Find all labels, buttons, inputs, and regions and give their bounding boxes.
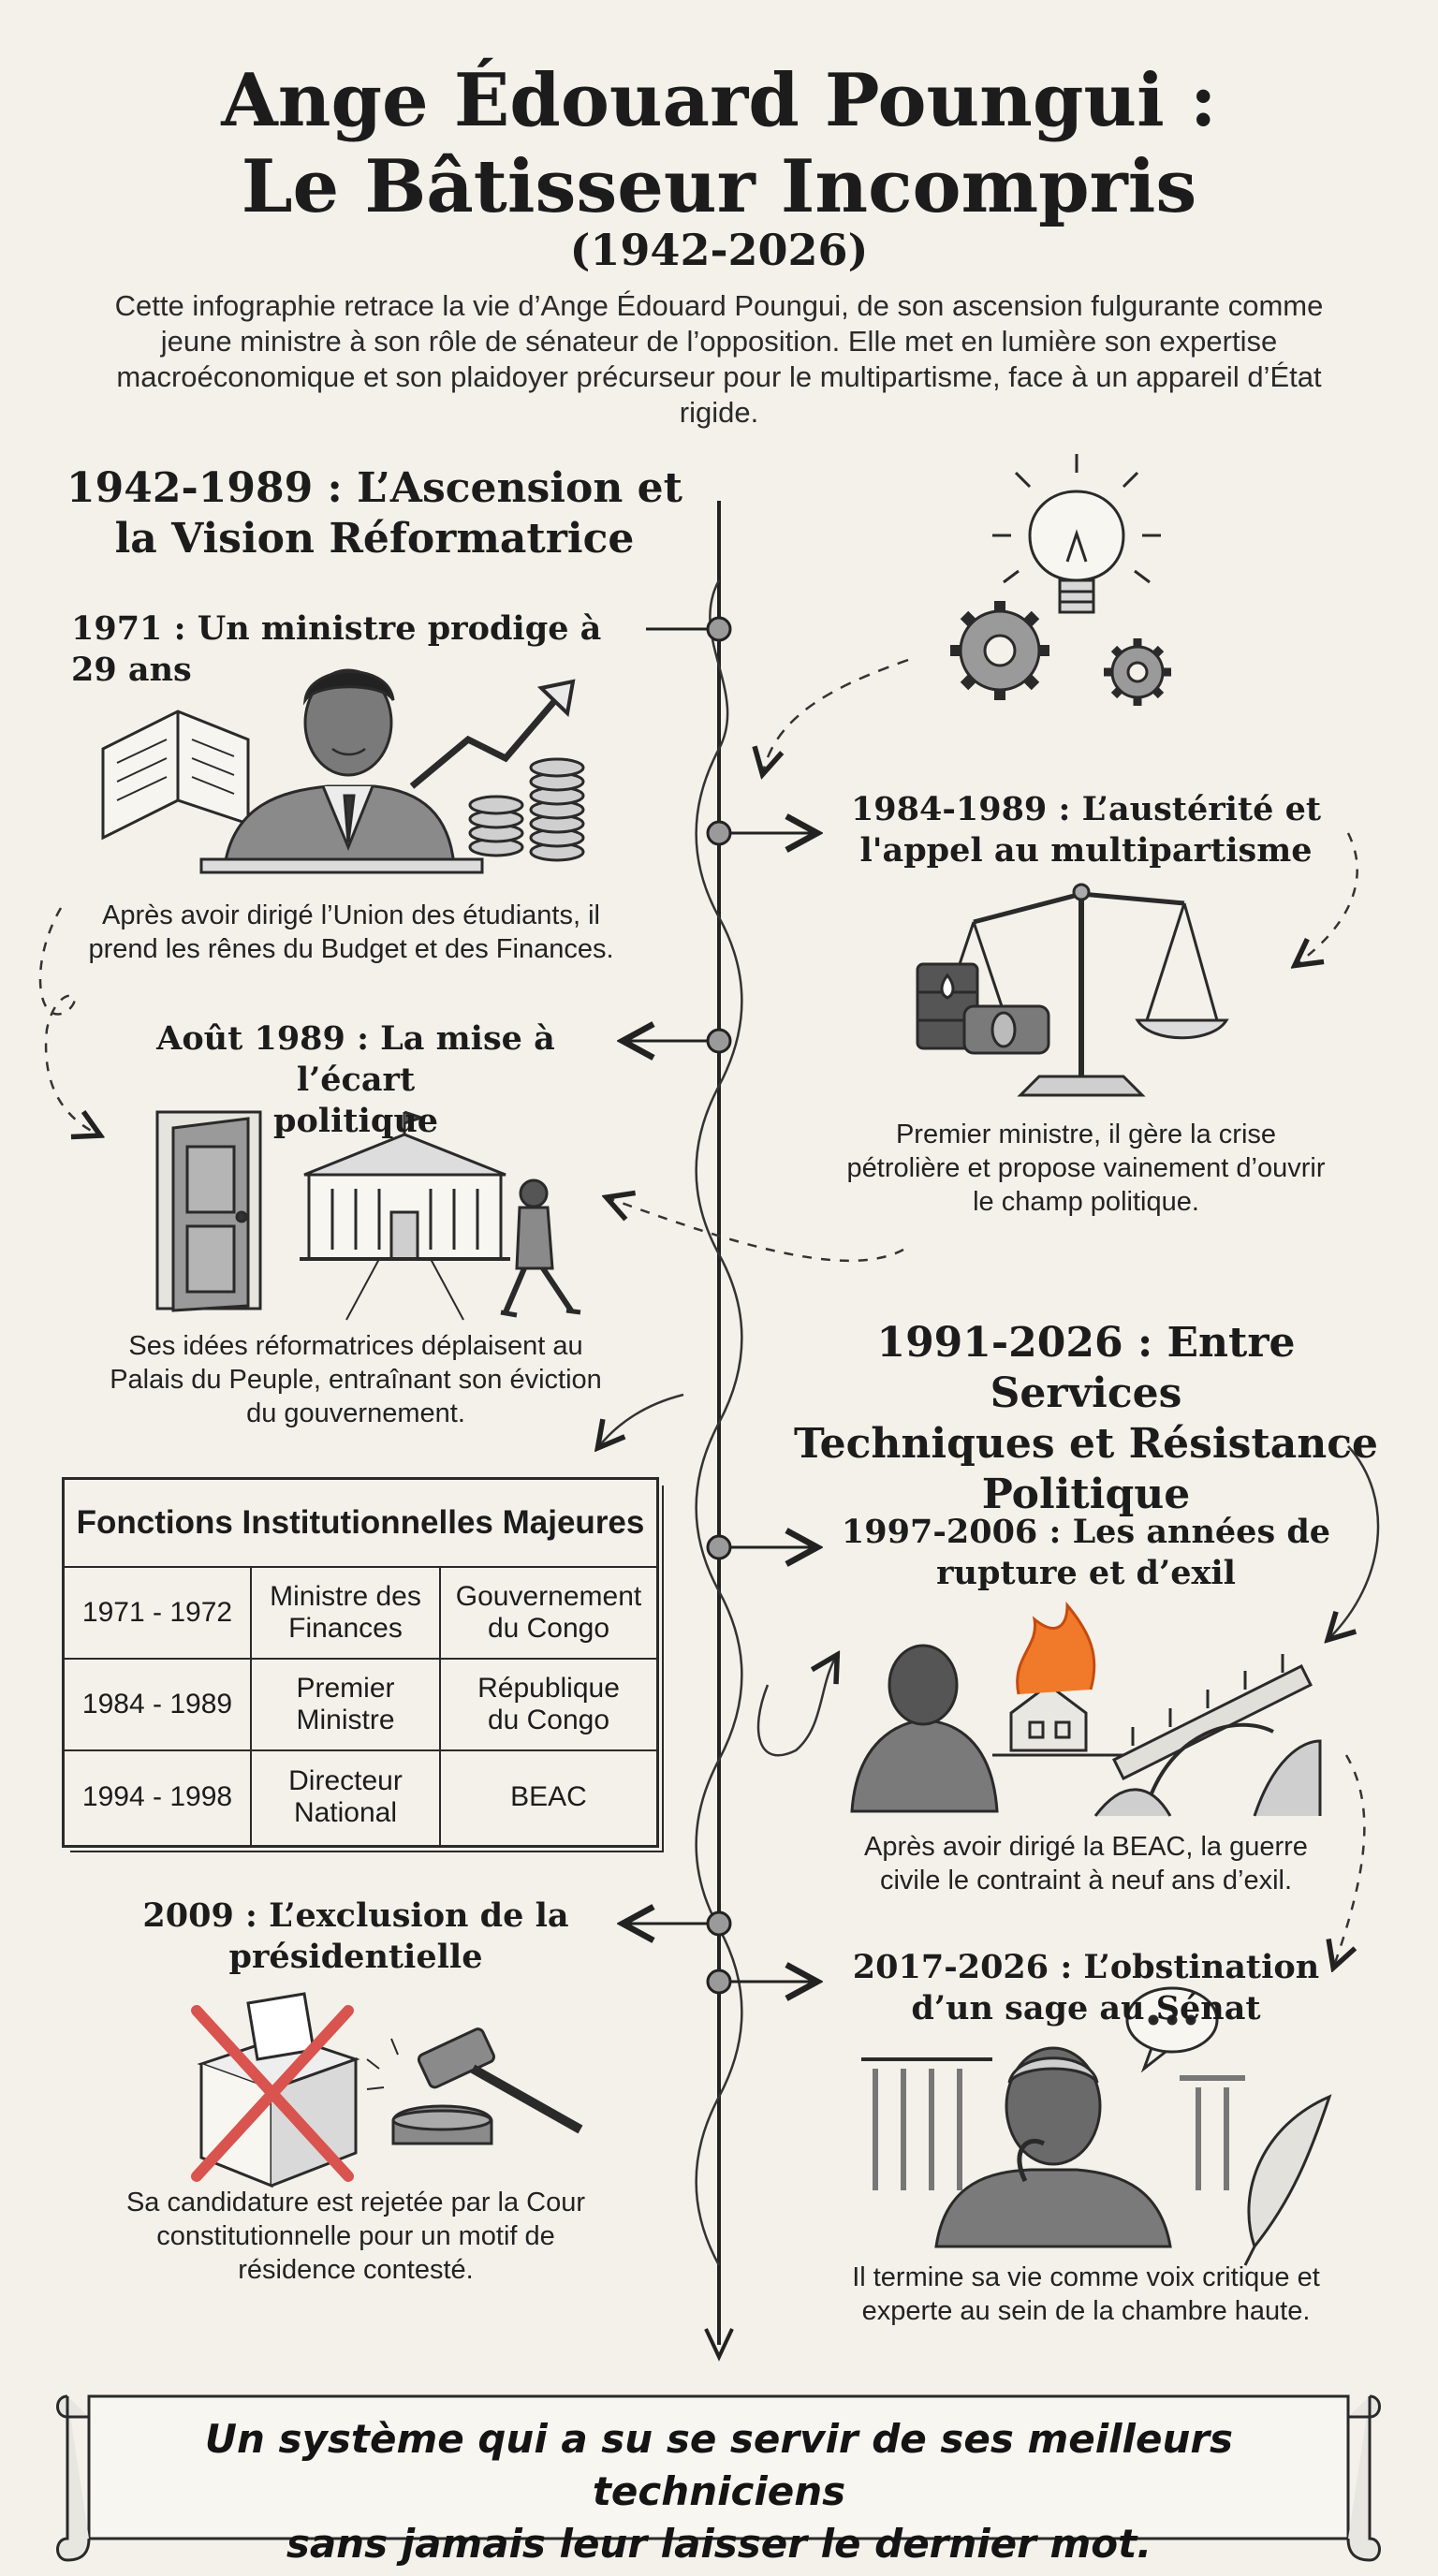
event-1971-body-line-1: Après avoir dirigé l’Union des étudiants, il [102, 900, 600, 930]
event-1989-body-line-1: Ses idées réformatrices déplaisent au [128, 1331, 583, 1361]
section-1-heading [66, 463, 683, 564]
table-row-2-org-line-1: République [477, 1673, 620, 1704]
event-1989-title-line-2: politique [272, 1102, 439, 1140]
table-row-2-role-line-2: Ministre [296, 1705, 395, 1735]
node-1997 [708, 1536, 814, 1559]
gear-small-icon [1104, 638, 1171, 706]
table-row-2-org [441, 1660, 656, 1749]
palace-icon [300, 1112, 510, 1320]
closing-quote-line-1: Un système qui a su se servir de ses meilleurs techniciens [204, 2416, 1234, 2514]
table-row-2-role [252, 1660, 439, 1749]
illustration-scale [917, 885, 1226, 1095]
event-1997-title-line-2: rupture et d’exil [936, 1554, 1236, 1592]
event-1989-body [75, 1329, 637, 1430]
table-row-2-org-line-2: du Congo [487, 1705, 610, 1735]
event-2017-title [824, 1947, 1348, 2029]
title-line-1: Ange Édouard Poungui : [221, 58, 1217, 143]
walking-man-icon [501, 1180, 580, 1315]
event-1984-body-line-3: le champ politique. [973, 1187, 1199, 1217]
event-1984-title [824, 789, 1348, 871]
table-row-1-org-line-1: Gouvernement [455, 1581, 642, 1612]
event-2017-body [805, 2261, 1367, 2328]
illustration-senate [861, 1988, 1329, 2265]
section-2-line-3: Politique [981, 1471, 1191, 1518]
event-1984-body-line-2: pétrolière et propose vainement d’ouvrir [846, 1153, 1326, 1183]
open-book-icon [103, 711, 248, 838]
table-row-2-period: 1984 - 1989 [81, 1689, 233, 1720]
event-1997-body [824, 1830, 1348, 1897]
closing-quote [122, 2413, 1316, 2570]
table-row-1-org-line-2: du Congo [487, 1613, 610, 1644]
table-row-3-role [252, 1751, 439, 1843]
event-2009-title-line-1: 2009 : L’exclusion de la [142, 1896, 569, 1935]
gavel-icon [367, 2027, 580, 2144]
event-1984-title-line-2: l'appel au multipartisme [859, 831, 1313, 870]
burning-house-icon [992, 1605, 1123, 1755]
node-2009 [625, 1912, 730, 1935]
functions-table-title: Fonctions Institutionnelles Majeures [76, 1504, 645, 1541]
balance-scale-icon [936, 885, 1226, 1095]
event-1971-body [56, 899, 646, 966]
event-2017-body-line-1: Il termine sa vie comme voix critique et [852, 2262, 1320, 2292]
event-2017-body-line-2: experte au sein de la chambre haute. [861, 2296, 1311, 2326]
event-2017-title-line-2: d’un sage au Sénat [911, 1989, 1261, 2027]
table-row-1-role-line-1: Ministre des [270, 1581, 421, 1612]
illustration-minister-1971 [103, 670, 583, 872]
lightbulb-icon [992, 454, 1161, 612]
table-row-3-org-line-1: BEAC [510, 1781, 587, 1812]
node-1984 [708, 822, 814, 844]
event-2009-body-line-2: constitutionnelle pour un motif de [156, 2221, 555, 2251]
event-1989-title [94, 1018, 618, 1142]
illustration-exile [852, 1605, 1320, 1816]
node-1971 [646, 618, 730, 640]
section-2-line-1: 1991-2026 : Entre Services [876, 1319, 1296, 1417]
event-2017-title-line-1: 2017-2026 : L’obstination [852, 1948, 1320, 1986]
event-2009-body-line-3: résidence contesté. [238, 2255, 474, 2285]
event-1984-title-line-1: 1984-1989 : L’austérité et [850, 790, 1322, 828]
table-row-3-role-line-2: National [293, 1797, 398, 1828]
timeline-axis [697, 501, 742, 2357]
table-row-1-role [252, 1568, 439, 1658]
event-1984-body [805, 1118, 1367, 1219]
illustration-eviction [157, 1112, 580, 1320]
section-1-line-1: 1942-1989 : L’Ascension et [66, 464, 682, 512]
event-2009-body [84, 2186, 627, 2287]
event-2009-title-line-2: présidentielle [228, 1938, 483, 1976]
illustration-exclusion [197, 1994, 580, 2186]
event-1971-title: 1971 : Un ministre prodige à 29 ans [71, 609, 602, 689]
table-row-2-role-line-1: Premier [296, 1673, 395, 1704]
event-1989-title-line-1: Août 1989 : La mise à l’écart [156, 1019, 555, 1099]
table-row-3-org [441, 1751, 656, 1843]
quill-icon [1245, 2097, 1329, 2265]
section-1-line-2: la Vision Réformatrice [114, 515, 635, 563]
node-2017 [708, 1970, 814, 1993]
event-1971-body-line-2: prend les rênes du Budget et des Finances. [88, 934, 614, 964]
event-1997-title [824, 1512, 1348, 1594]
title-line-2: Le Bâtisseur Incompris [241, 144, 1197, 229]
event-2009-title [112, 1895, 599, 1978]
table-row-1-period: 1971 - 1972 [81, 1597, 233, 1628]
bridge-icon [1095, 1654, 1320, 1816]
intro-paragraph: Cette infographie retrace la vie d’Ange Édouard Poungui, de son ascension fulgurante comme jeune ministre à son rôle de sénateur de l’opposition. Elle met en lumière son expertise macroéconomique et son plaidoyer précurseur pour le multipartisme, face à un appareil d’État rigide. [114, 289, 1324, 429]
event-2009-body-line-1: Sa candidature est rejetée par la Cour [125, 2188, 586, 2217]
illustration-ideas [950, 454, 1171, 706]
section-2-heading [786, 1318, 1386, 1520]
event-1989-body-line-3: du gouvernement. [246, 1398, 465, 1428]
event-1989-body-line-2: Palais du Peuple, entraînant son éviction [110, 1365, 602, 1395]
node-1989 [625, 1030, 730, 1052]
event-1984-body-line-1: Premier ministre, il gère la crise [895, 1120, 1277, 1149]
man-from-behind [852, 1646, 997, 1811]
life-dates: (1942-2026) [569, 225, 869, 275]
oil-barrel-icon [917, 964, 1049, 1053]
table-row-3-role-line-1: Directeur [288, 1765, 403, 1796]
coins-icon [470, 759, 583, 860]
table-row-1-role-line-2: Finances [288, 1613, 403, 1644]
event-1997-body-line-2: civile le contraint à neuf ans d’exil. [879, 1866, 1293, 1895]
closing-quote-line-2: sans jamais leur laisser le dernier mot. [286, 2521, 1152, 2567]
gear-large-icon [950, 601, 1049, 700]
table-row-1-org [441, 1568, 656, 1658]
section-2-line-2: Techniques et Résistance [793, 1420, 1379, 1468]
table-row-3-period: 1994 - 1998 [81, 1781, 233, 1812]
functions-table [62, 1477, 659, 1848]
elder-portrait [936, 2048, 1170, 2247]
event-1997-title-line-1: 1997-2006 : Les années de [841, 1513, 1331, 1551]
event-1997-body-line-1: Après avoir dirigé la BEAC, la guerre [864, 1832, 1308, 1862]
